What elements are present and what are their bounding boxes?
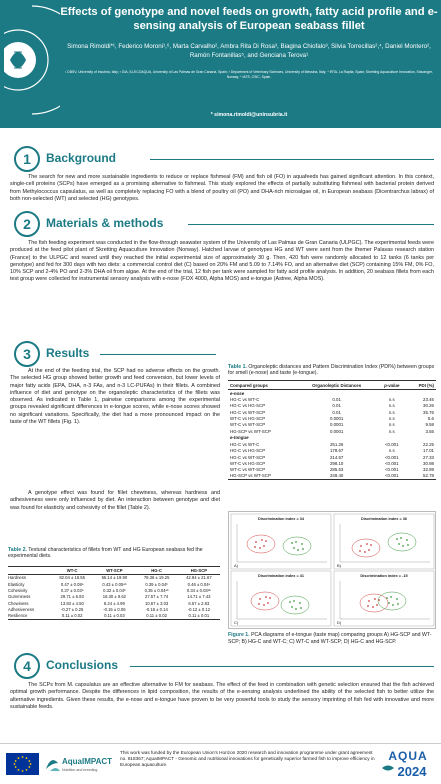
pca-point (406, 539, 408, 541)
pca-point (390, 596, 392, 598)
pca-point (302, 548, 304, 550)
author-list: Simona Rimoldi*¹, Federico Moroni¹,⁶, Marta Carvalho², Ambra Rita Di Rosa³, Biagina Chiofalo³, Silvia Torrecillas²,⁴, Daniel Montero², Ramón Fontanillas⁵, and Genciana Terova¹ (67, 43, 431, 59)
table-cell: n.s (388, 403, 395, 409)
table-cell: 178.67 (329, 448, 344, 454)
results-paragraph-1: At the end of the feeding trial, the SCP had no adverse effects on the growth. The selected HG group showed better growth and feed conversion, but lower levels of major fatty acids (EPA, DHA, n-3 FAs, and n-3 LC-PUFAs) in their fillets. A combined influence of diet and genotype on the organoleptic characteristics of the fillets was observed. As indicated in Table 1, pairwise comparisons among the experimental groups revealed significant differences in e-tongue scores, while e-nose scores showed no significant variations. Specifically, the diet had a more pronounced impact on the taste of the WT fillets (Fig. 1). (10, 368, 220, 426)
pca-point (368, 549, 370, 551)
table-cell: n.s (388, 397, 395, 403)
table-cell: 18.30 ± 9.62 (102, 594, 127, 600)
table-cell: HG-C vs HG-SCP (230, 448, 266, 454)
pca-panels (229, 512, 436, 629)
table-cell: HG-SCP vs WT-SCP (230, 428, 271, 434)
pca-point (293, 547, 295, 549)
table-cell: n.s (388, 448, 395, 454)
table-cell: 82.04 ± 18.55 (59, 575, 85, 581)
table-cell: Cohesivity (8, 587, 28, 593)
table-cell: 22.25 (423, 441, 434, 447)
pca-point (359, 550, 361, 552)
table-cell: 6.57 ± 2.83 (188, 600, 210, 606)
table-cell: WT-C vs WT-SCP (230, 422, 266, 428)
table-cell: 214.57 (329, 454, 344, 460)
table-cell: 0.35 ± 0.04ᵃᵇ (144, 587, 169, 593)
pca-point (291, 606, 293, 608)
pca-point (299, 602, 301, 604)
pca-point (255, 541, 257, 543)
table-cell: n.s (388, 409, 395, 415)
table-cell: 42.94 ± 21.67 (186, 575, 212, 581)
table-cell: 0.34 ± 0.03ᵃᵇ (186, 587, 211, 593)
pca-point (397, 603, 399, 605)
table-header: WT-C (51, 567, 93, 575)
table-cell: <0.001 (384, 467, 399, 473)
table-group-row (228, 390, 436, 397)
table1 (228, 380, 436, 480)
pca-panel (334, 514, 434, 569)
table-cell: Hardness (8, 575, 26, 581)
pca-point (398, 543, 400, 545)
pca-point (300, 607, 302, 609)
table-cell: 35.76 (423, 409, 434, 415)
section-divider (150, 159, 434, 160)
results-paragraph-2: A genotype effect was found for fillet chewiness, whereas hardness and adhesiveness were only influenced by diet. An interaction between genotype and diet was found for elasticity and cohesivity of the fillet (Table 2). (10, 490, 220, 511)
table-cell: 251.26 (329, 441, 344, 447)
eu-flag-icon (6, 753, 39, 775)
methods-text: The fish feeding experiment was conducted in the flow-through seawater system of the University of Las Palmas de Gran Canaria (ULPGC). The experimental feeds were produced at the feed pilot plant of Skretting Aquaculture Innovation (Norway). Hatched larvae of genotypes HG and WT were sent from the Ifremer Palavas research station (France) to the ULPGC and reared until they reached the initial experimental size of approximately 30 g. Then, 420 fish were randomly allocated to 12 tanks (6 tanks per genotype) and fed for 300 days with two diets: a commercial control diet (C) based on 20% FM and 5.09 to 7.14% FO, and an alternative diet (SCP) containing 15% FM, 0% FO, 10% SCP and 2-4% PO and 2-3% DHA oil from algae. At the end of the trial, 12 fish per tank were sampled for fatty acid profile analysis. In addition, 20 seabass fillets from each test group were collected for instrumental sensory analysis with e-nose (FOX 4000, Alpha MOS) and e-tongue (Astree, Alpha MOS). (10, 240, 434, 283)
affiliations: ¹ DBSV, University of Insubria, Italy; ² GIA, IU-ECOAQUA, University of Las Palmas de Gran Canaria, Spain; ³ Department of Veterinary Sciences, University of Messina, Italy; ⁴ IRTA, La Rapita, Spain; Skretting Aquaculture Innovation, Stavanger, Norway; ⁶ IATS, CSIC, Spain. (65, 70, 433, 80)
conclusions-text: The SCPs from M. capsulatus are an effective alternative to FM for seabass. The effect of the feed in combination with genetic selection ensured that the fish achieved optimal growth performance. Despite the differences in lipid composition, the results of the e-sensing analysis underlined the ability of the selected fish to better utilize the alternative ingredients. Given these results, the e-nose and e-tongue have proven to be very powerful tools to study the sensory imprinting of fish fed with innovative and more sustainable feeds. (10, 682, 434, 710)
table-cell: <0.001 (377, 473, 406, 479)
aquaimpact-name: AquaIMPACT (62, 757, 113, 766)
pca-point (372, 606, 374, 608)
section-title-methods: Materials & methods (46, 216, 164, 230)
table-group-row (228, 434, 436, 441)
table-cell: -0.18 ± 0.14 (145, 607, 168, 613)
pca-point (295, 541, 297, 543)
table-group-label: e-tongue (230, 435, 249, 441)
pca-point (289, 601, 291, 603)
pca-point (366, 543, 368, 545)
table-cell: HG-C vs WT-SCP (230, 409, 266, 415)
pca-point (295, 608, 297, 610)
aqua-2024-logo (378, 746, 438, 780)
contact-email[interactable]: * simona.rimoldi@uninsubria.it (210, 112, 288, 118)
table-cell: 23.46 (423, 397, 434, 403)
table-cell: 10.67 ± 3.03 (144, 600, 169, 606)
table-cell: 9.58 (425, 422, 434, 428)
table-cell: 0.01 (332, 409, 341, 415)
table-cell: 0.39 ± 0.04ᵇ (145, 581, 168, 587)
table-cell: 349.40 (296, 473, 377, 479)
table-cell: -0.15 ± 0.06 (103, 607, 126, 613)
table-cell: n.s (388, 428, 395, 434)
pca-point (378, 599, 380, 601)
pca-panel-letter: A) (234, 563, 238, 568)
table-cell: 3.55 (425, 428, 434, 434)
pca-point (364, 551, 366, 553)
table-cell: -0.27 ± 0.25 (60, 607, 84, 613)
table-cell: 8.24 ± 4.99 (103, 600, 125, 606)
background-text: The search for new and more sustainable ingredients to reduce or replace fishmeal (FM) and fish oil (FO) in aquafeeds has gained significant attention. In this context, single-cell proteins (SCPs) have emerged as a promising alternative to fishmeal. This study explored the effects of partially substituting fishmeal with bacterial protein derived from Methylococcus capsulatus, as well as completely replacing FO with a blend of poultry oil (PO) and DHA-rich microalgae oil, in European seabass (Dicentrarchus labrax) of both non-selected (WT) and selected (HG) genotypes. (10, 174, 434, 202)
pca-point (265, 596, 267, 598)
table-cell: Chewiness (8, 600, 29, 606)
table-cell: 0.11 ± 0.02 (136, 613, 178, 619)
table-cell: 0.0001 (329, 422, 344, 428)
table-cell: 0.0001 (329, 428, 344, 434)
table-cell: 0.0001 (329, 416, 344, 422)
table-cell: 298.10 (329, 460, 344, 466)
table-cell: n.s (388, 416, 395, 422)
pca-point (297, 549, 299, 551)
aquaimpact-logo (44, 751, 114, 777)
table-cell: 0.47 ± 0.08ᵃ (60, 581, 84, 587)
poster-title: Effects of genotype and novel feeds on growth, fatty acid profile and e-sensing analysis of European seabass fillet (60, 6, 438, 32)
table-cell: 285.53 (329, 467, 344, 473)
table-cell: 32.89 (423, 467, 434, 473)
table-cell: 17.01 (423, 448, 434, 454)
table-cell: 0.46 ± 0.04ᵃ (187, 581, 211, 587)
pca-point (291, 542, 293, 544)
section-title-conclusions: Conclusions (46, 658, 119, 672)
table-cell: HG-SCP vs WT-SCP (228, 473, 296, 479)
pca-point (386, 597, 388, 599)
table-cell: WT-C vs HG-SCP (230, 460, 266, 466)
table-header (8, 567, 51, 575)
table-cell: <0.001 (384, 454, 399, 460)
pca-figure (228, 511, 436, 629)
table-cell: 0.01 (332, 397, 341, 403)
aqua-logo-text: AQUA (388, 749, 428, 763)
pca-point (293, 600, 295, 602)
table-cell: 5.6 (427, 416, 434, 422)
pca-point (376, 604, 378, 606)
table-cell: 0.11 ± 0.03 (93, 613, 135, 619)
pca-point (400, 537, 402, 539)
pca-point (258, 603, 260, 605)
pca-point (263, 604, 265, 606)
table-cell: -0.12 ± 0.12 (187, 607, 211, 613)
pca-panel-title: Discrimination index = 34 (258, 517, 304, 521)
table2 (8, 566, 220, 620)
pca-point (263, 545, 265, 547)
pca-panel-letter: B) (337, 563, 341, 568)
table-cell: WT-C vs HG-SCP (230, 416, 266, 422)
pca-panel-title: Discrimination index = 31 (258, 574, 304, 578)
pca-point (301, 543, 303, 545)
section-title-background: Background (46, 151, 117, 165)
table-cell: 0.01 (332, 403, 341, 409)
table-cell: 27.33 (423, 454, 434, 460)
table-cell: Adhesiveness (8, 607, 35, 613)
table-cell: HG-C vs WT-C (230, 441, 260, 447)
pca-panel-letter: C) (234, 620, 239, 625)
table1-caption: Table 1. Organoleptic distances and Pattern Discrimination Index (PDI%) between groups for smell (e-nose) and taste (e-tongue). (228, 364, 435, 377)
pca-point (392, 604, 394, 606)
table-header: Organoleptic Distances (296, 381, 377, 390)
table-cell: 0.37 ± 0.03ᵃ (60, 587, 84, 593)
table-cell: 78.36 ± 19.25 (143, 575, 170, 581)
pca-point (407, 544, 409, 546)
aqua-logo-year: 2024 (397, 764, 427, 779)
table-cell: 13.83 ± 4.50 (60, 600, 84, 606)
pca-point (360, 545, 362, 547)
pca-panel (231, 571, 331, 626)
pca-point (396, 598, 398, 600)
table-cell: 0.11 ± 0.01 (178, 613, 220, 619)
table-header: WT-SCP (93, 567, 135, 575)
pca-panel (334, 571, 434, 626)
section-number-4: 4 (14, 653, 40, 679)
pca-point (265, 540, 267, 542)
aquaimpact-tagline: Nutrition and breeding (62, 768, 98, 772)
table-cell: Elasticity (8, 581, 25, 587)
table-group-label: e-nose (230, 390, 245, 396)
poster-header (0, 0, 441, 128)
table-cell: Gumminess (8, 594, 31, 600)
pca-point (402, 545, 404, 547)
table-cell: <0.001 (384, 441, 399, 447)
table-cell: HG-C vs WT-SCP (230, 454, 266, 460)
funding-statement: This work was funded by the European Union's Horizon 2020 research and innovation programme under grant agreement no. 818367; AquaIMPACT - Genomic and nutritional innovations for genetically superior farmed fish to improve efficiency in European aquaculture. (120, 750, 375, 768)
pca-point (259, 598, 261, 600)
table-cell: 55.14 ± 19.90 (101, 575, 128, 581)
section-divider (100, 354, 216, 355)
table-cell: 14.71 ± 7.43 (187, 594, 211, 600)
table-header: PDI (%) (406, 381, 436, 390)
section-divider (130, 666, 434, 667)
pca-point (267, 602, 269, 604)
table-cell: 52.78 (406, 473, 436, 479)
university-logo (4, 4, 60, 116)
table-cell: HG-C vs WT-C (230, 397, 260, 403)
table-cell: 0.43 ± 0.05ᵃᵇ (102, 581, 127, 587)
table2-caption: Table 2. Textural characteristics of fillets from WT and HG European seabass fed the experimental diets. (8, 547, 203, 560)
table-cell: <0.001 (384, 460, 399, 466)
pca-point (259, 547, 261, 549)
pca-point (388, 602, 390, 604)
table-row (228, 473, 436, 479)
table-cell: 29.71 ± 6.93 (60, 594, 84, 600)
table-cell: 30.26 (423, 403, 434, 409)
table-cell: WT-C vs WT-SCP (230, 467, 266, 473)
section-title-results: Results (46, 346, 90, 360)
pca-panel-title: Discrimination index = -15 (360, 574, 408, 578)
pca-point (261, 539, 263, 541)
pca-point (368, 600, 370, 602)
pca-point (254, 546, 256, 548)
table-header: p-value (377, 381, 406, 390)
table-cell: n.s (388, 422, 395, 428)
table-cell: 27.57 ± 7.74 (144, 594, 169, 600)
table-cell: 30.98 (423, 460, 434, 466)
pca-point (370, 544, 372, 546)
pca-point (374, 598, 376, 600)
table-row (8, 613, 220, 619)
table-cell: 0.32 ± 0.04ᵇ (103, 587, 126, 593)
pca-panel (231, 514, 331, 569)
section-divider (188, 224, 434, 225)
table-cell: HG-C vs HG-SCP (230, 403, 266, 409)
pca-point (396, 538, 398, 540)
table-header: Compared groups (228, 381, 296, 390)
pca-point (367, 605, 369, 607)
table-header: HG-C (136, 567, 178, 575)
pca-point (269, 597, 271, 599)
figure1-caption: Figure 1. PCA diagrams of e-tongue (taste map) comparing groups A) HG-SCP and WT-SCP; B) HG-C and WT-C; C) WT-C and WT-SCP; D) HG-C and HG-SCP. (228, 632, 432, 645)
pca-panel-title: Discrimination index = 36 (361, 517, 407, 521)
table-cell: 0.11 ± 0.02 (51, 613, 93, 619)
table-header: HG-SCP (178, 567, 220, 575)
section-number-2: 2 (14, 211, 40, 237)
section-number-3: 3 (14, 341, 40, 367)
section-number-1: 1 (14, 146, 40, 172)
pca-panel-letter: D) (337, 620, 342, 625)
table-cell: Resilience (8, 613, 51, 619)
